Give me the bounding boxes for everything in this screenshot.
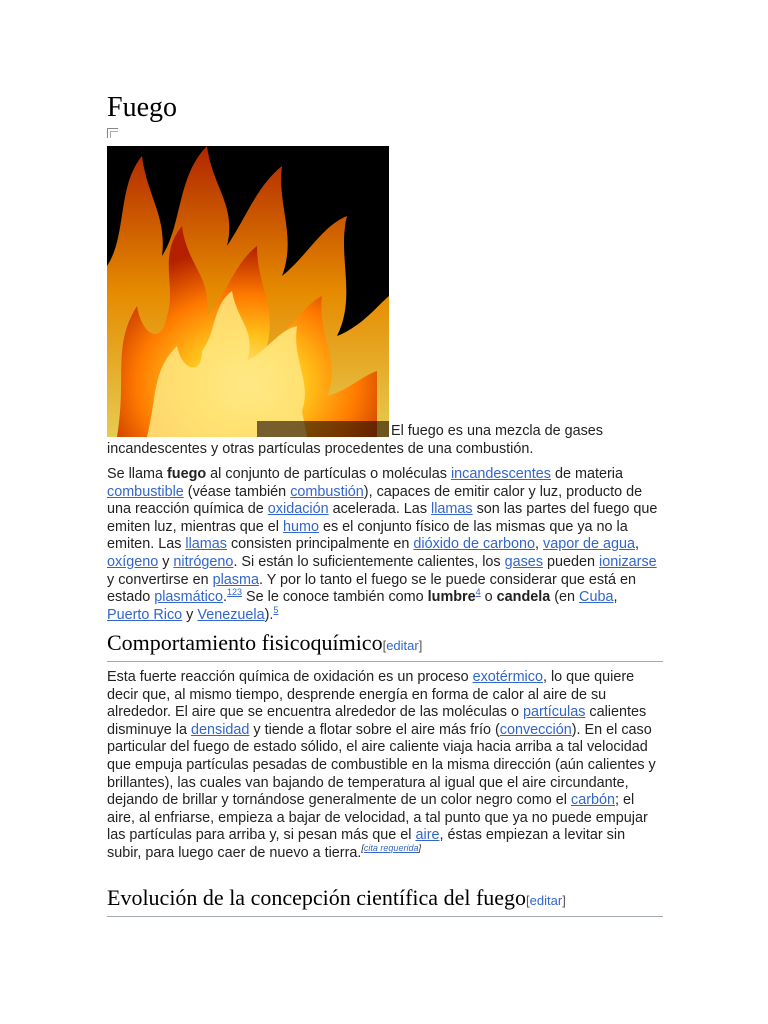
text: . <box>223 589 228 606</box>
citation-needed-link[interactable]: cita requerida <box>363 843 419 854</box>
text: , <box>535 536 543 553</box>
footnote-2[interactable]: 2 <box>232 587 238 598</box>
text: Se le conoce también como <box>242 589 428 606</box>
link-gases[interactable]: gases <box>504 553 544 570</box>
link-oxigeno[interactable]: oxígeno <box>107 553 159 570</box>
link-venezuela[interactable]: Venezuela <box>197 606 265 623</box>
page-title: Fuego <box>107 92 177 123</box>
footnote-4[interactable]: 4 <box>475 587 481 598</box>
section-title: Evolución de la concepción científica del fuego <box>107 885 527 910</box>
link-vapor-de-agua[interactable]: vapor de agua <box>543 536 636 553</box>
text: acelerada. Las <box>328 501 432 518</box>
text: consisten principalmente en <box>226 536 414 553</box>
text: es el conjunto físico de las mismas que ya no la emiten. Las <box>107 518 628 553</box>
text: , <box>613 589 618 606</box>
text: ), capaces de emitir calor y luz, producto de una reacción química de <box>107 483 643 518</box>
text: , éstas empiezan a levitar sin subir, para luego caer de nuevo a tierra. <box>107 827 626 861</box>
caption-line-1: El fuego es una mezcla de gases <box>391 423 603 439</box>
footnote-refs <box>227 587 242 597</box>
fire-image[interactable] <box>107 146 389 437</box>
flame-icon <box>107 146 389 437</box>
body-paragraph <box>107 669 663 863</box>
text: (en <box>550 589 580 606</box>
text: . Y por lo tanto el fuego se le puede considerar que está en estado <box>107 571 637 606</box>
link-densidad[interactable]: densidad <box>190 721 250 738</box>
link-combustible[interactable]: combustible <box>107 483 184 500</box>
footnote-refs <box>273 605 278 615</box>
edit-link[interactable]: editar <box>529 893 563 908</box>
text: o <box>480 589 497 606</box>
section-heading-comportamiento <box>107 630 663 662</box>
footnote-5[interactable]: 5 <box>273 604 279 615</box>
text: ; el aire, al enfriarse, empieza a bajar de velocidad, a tal punto que ya no puede empujar las partículas para arriba y, si pesan más que el <box>107 792 648 844</box>
bracket: ] <box>562 893 566 908</box>
link-llamas[interactable]: llamas <box>431 501 473 518</box>
caption-line-2: incandescentes y otras partículas procedentes de una combustión. <box>107 441 534 457</box>
intro-paragraph <box>107 466 663 624</box>
section-title: Comportamiento fisicoquímico <box>107 630 383 655</box>
link-carbon[interactable]: carbón <box>571 792 616 809</box>
link-oxidacion[interactable]: oxidación <box>267 501 329 518</box>
text: calientes disminuye la <box>107 704 647 738</box>
text: y convertirse en <box>107 571 213 588</box>
bold-term: fuego <box>167 466 207 482</box>
link-exotermico[interactable]: exotérmico <box>472 669 543 685</box>
link-particulas[interactable]: partículas <box>523 704 586 721</box>
link-cuba[interactable]: Cuba <box>579 589 614 606</box>
link-conveccion[interactable]: convección <box>499 721 572 738</box>
link-incandescentes[interactable]: incandescentes <box>450 466 551 482</box>
text: son las partes del fuego que emiten luz, mientras que el <box>107 501 658 535</box>
link-nitrogeno[interactable]: nitrógeno <box>173 553 234 570</box>
text: y <box>158 553 174 570</box>
bracket: ] <box>418 843 421 854</box>
bracket: ] <box>418 638 423 653</box>
link-humo[interactable]: humo <box>282 518 319 535</box>
footnote-3[interactable]: 3 <box>237 587 243 598</box>
bracket: [ <box>382 638 387 653</box>
link-combustion[interactable]: combustión <box>290 483 364 500</box>
edit-link[interactable]: editar <box>386 638 419 653</box>
link-dioxido-de-carbono[interactable]: dióxido de carbono <box>413 536 535 553</box>
link-puerto-rico[interactable]: Puerto Rico <box>107 606 183 623</box>
link-llamas-2[interactable]: llamas <box>185 536 227 553</box>
text: y tiende a flotar sobre el aire más frío ( <box>249 721 500 738</box>
link-plasma[interactable]: plasma <box>212 571 259 588</box>
citation-needed <box>361 843 421 853</box>
link-plasmatico[interactable]: plasmático <box>154 589 224 606</box>
link-aire[interactable]: aire <box>415 827 440 844</box>
text: de materia <box>550 466 623 482</box>
bracket: [ <box>361 843 364 854</box>
footnote-1[interactable]: 1 <box>227 587 233 598</box>
text: (véase también <box>183 483 291 500</box>
text: y <box>182 606 198 623</box>
link-ionizarse[interactable]: ionizarse <box>599 553 657 570</box>
text: al conjunto de partículas o moléculas <box>206 466 451 482</box>
image-caption <box>107 422 663 458</box>
text: Se llama <box>107 466 167 482</box>
text: ). <box>264 606 274 623</box>
expand-icon[interactable] <box>107 128 118 138</box>
text: , lo que quiere decir que, al mismo tiempo, desprende energía en forma de calor al aire de su alrededor. El aire que se encuentra alrededor de las moléculas o <box>107 669 635 721</box>
bracket: [ <box>526 893 530 908</box>
edit-section <box>526 893 566 908</box>
bold-term: lumbre <box>427 589 476 606</box>
text: Esta fuerte reacción química de oxidación es un proceso <box>107 669 473 685</box>
text: . Si están lo suficientemente calientes, los <box>233 553 505 570</box>
bold-term: candela <box>496 589 551 606</box>
text: , <box>635 536 640 553</box>
text: pueden <box>543 553 600 570</box>
text: ). En el caso particular del fuego de estado sólido, el aire caliente viaja hacia arriba a tal velocidad que empuja partículas pesadas de combustible en la misma dirección (aún calientes y brillantes), las cuales van bajando de temperatura al igual que el aire circundante, dejando de brillar y tornándose generalmente de un color negro como el <box>107 721 656 809</box>
section-heading-evolucion <box>107 885 663 917</box>
edit-section <box>383 638 423 653</box>
